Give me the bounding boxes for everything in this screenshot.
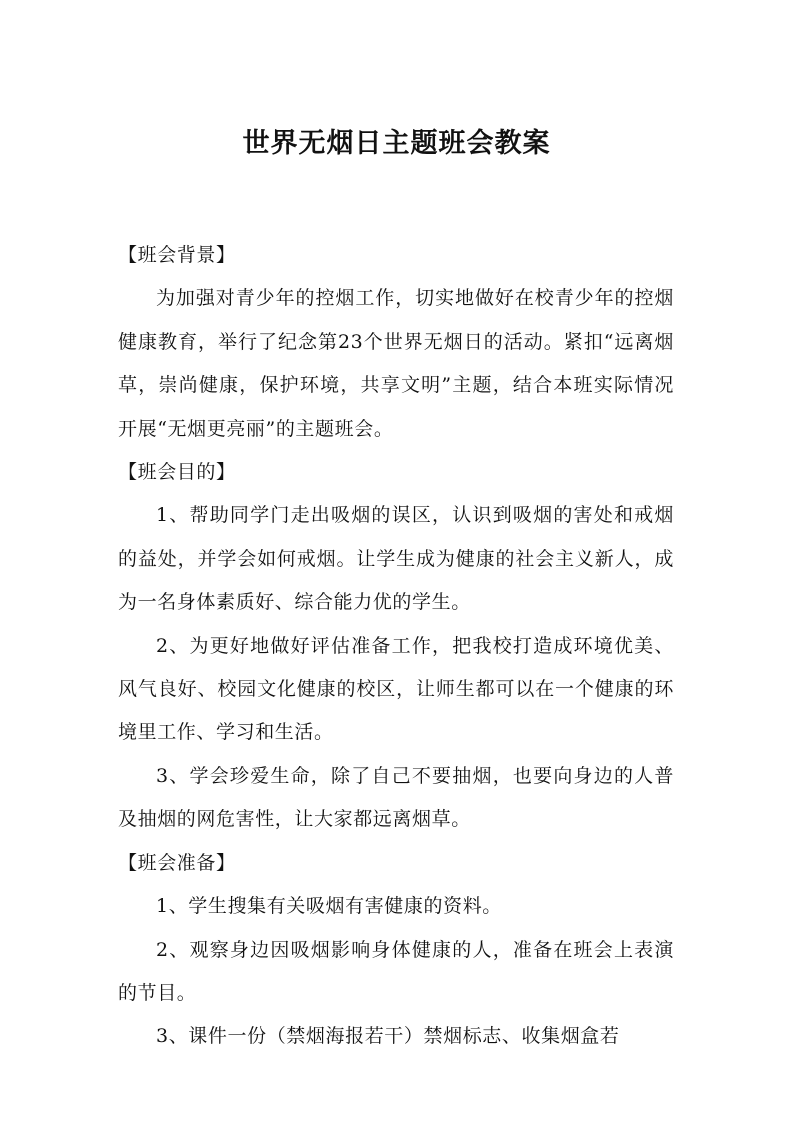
section-heading-background: 【班会背景】 bbox=[118, 244, 236, 266]
document-body bbox=[118, 234, 674, 1059]
section-heading-purpose: 【班会目的】 bbox=[118, 461, 236, 484]
paragraph-purpose-2: 2、为更好地做好评估准备工作，把我校打造成环境优美、风气良好、校园文化健康的校区，让师生都可以在一个健康的环境里工作、学习和生活。 bbox=[118, 634, 674, 744]
paragraph-purpose-1: 1、帮助同学门走出吸烟的误区，认识到吸烟的害处和戒烟的益处，并学会如何戒烟。让学生成为健康的社会主义新人，成为一名身体素质好、综合能力优的学生。 bbox=[118, 504, 674, 614]
paragraph-preparation-2: 2、观察身边因吸烟影响身体健康的人，准备在班会上表演的节目。 bbox=[118, 938, 674, 1004]
paragraph-background: 为加强对青少年的控烟工作，切实地做好在校青少年的控烟健康教育，举行了纪念第23个世界无烟日的活动。紧扣“远离烟草，崇尚健康，保护环境，共享文明”主题，结合本班实际情况开展“无烟更亮丽”的主题班会。 bbox=[118, 287, 674, 440]
paragraph-preparation-3: 3、课件一份（禁烟海报若干）禁烟标志、收集烟盒若 bbox=[156, 1025, 620, 1048]
paragraph-preparation-1: 1、学生搜集有关吸烟有害健康的资料。 bbox=[156, 895, 502, 918]
paragraph-purpose-3: 3、学会珍爱生命，除了自己不要抽烟，也要向身边的人普及抽烟的网危害性，让大家都远离烟草。 bbox=[118, 764, 674, 831]
document-title: 世界无烟日主题班会教案 bbox=[242, 128, 551, 159]
section-heading-preparation: 【班会准备】 bbox=[118, 851, 236, 874]
